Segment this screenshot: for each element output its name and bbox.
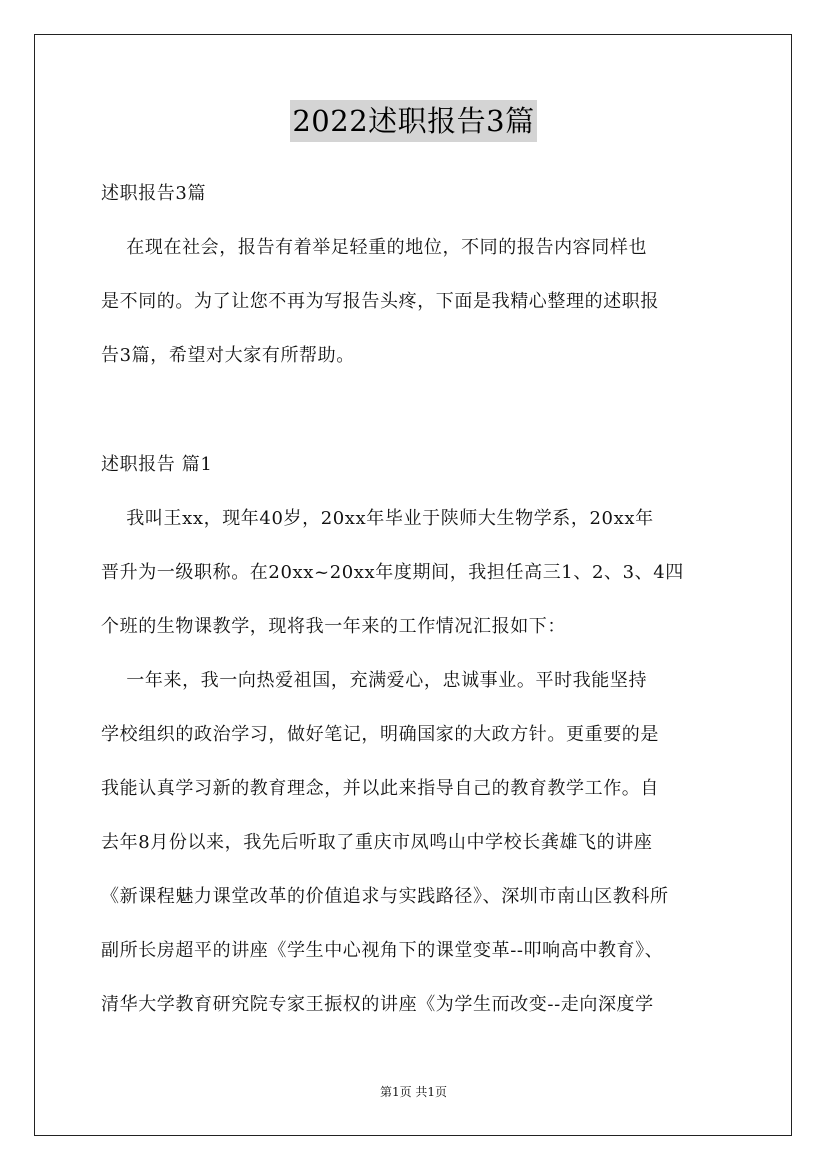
document-title: 2022述职报告3篇	[290, 100, 536, 142]
section-heading-intro: 述职报告3篇	[101, 183, 207, 204]
paragraph-line: 在现在社会，报告有着举足轻重的地位，不同的报告内容同样也	[101, 237, 648, 258]
paragraph-line: 《新课程魅力课堂改革的价值追求与实践路径》、深圳市南山区教科所	[101, 886, 669, 907]
section-heading-part1: 述职报告 篇1	[101, 454, 213, 475]
paragraph-line: 清华大学教育研究院专家王振权的讲座《为学生而改变--走向深度学	[101, 994, 654, 1015]
paragraph-line: 个班的生物课教学，现将我一年来的工作情况汇报如下：	[101, 616, 566, 637]
paragraph-line: 我叫王xx，现年40岁，20xx年毕业于陕师大生物学系，20xx年	[101, 508, 654, 529]
page-footer: 第1页 共1页	[379, 1085, 448, 1099]
paragraph-line: 去年8月份以来，我先后听取了重庆市凤鸣山中学校长龚雄飞的讲座	[101, 832, 653, 853]
paragraph-line: 是不同的。为了让您不再为写报告头疼，下面是我精心整理的述职报	[101, 291, 659, 312]
paragraph-line: 告3篇，希望对大家有所帮助。	[101, 345, 355, 366]
paragraph-line: 一年来，我一向热爱祖国，充满爱心，忠诚事业。平时我能坚持	[101, 670, 648, 691]
title-container	[0, 100, 827, 142]
paragraph-line: 副所长房超平的讲座《学生中心视角下的课堂变革--叩响高中教育》、	[101, 940, 664, 961]
paragraph-line: 学校组织的政治学习，做好笔记，明确国家的大政方针。更重要的是	[101, 724, 659, 745]
paragraph-line: 晋升为一级职称。在20xx~20xx年度期间，我担任高三1、2、3、4四	[101, 562, 684, 583]
paragraph-line: 我能认真学习新的教育理念，并以此来指导自己的教育教学工作。自	[101, 778, 659, 799]
